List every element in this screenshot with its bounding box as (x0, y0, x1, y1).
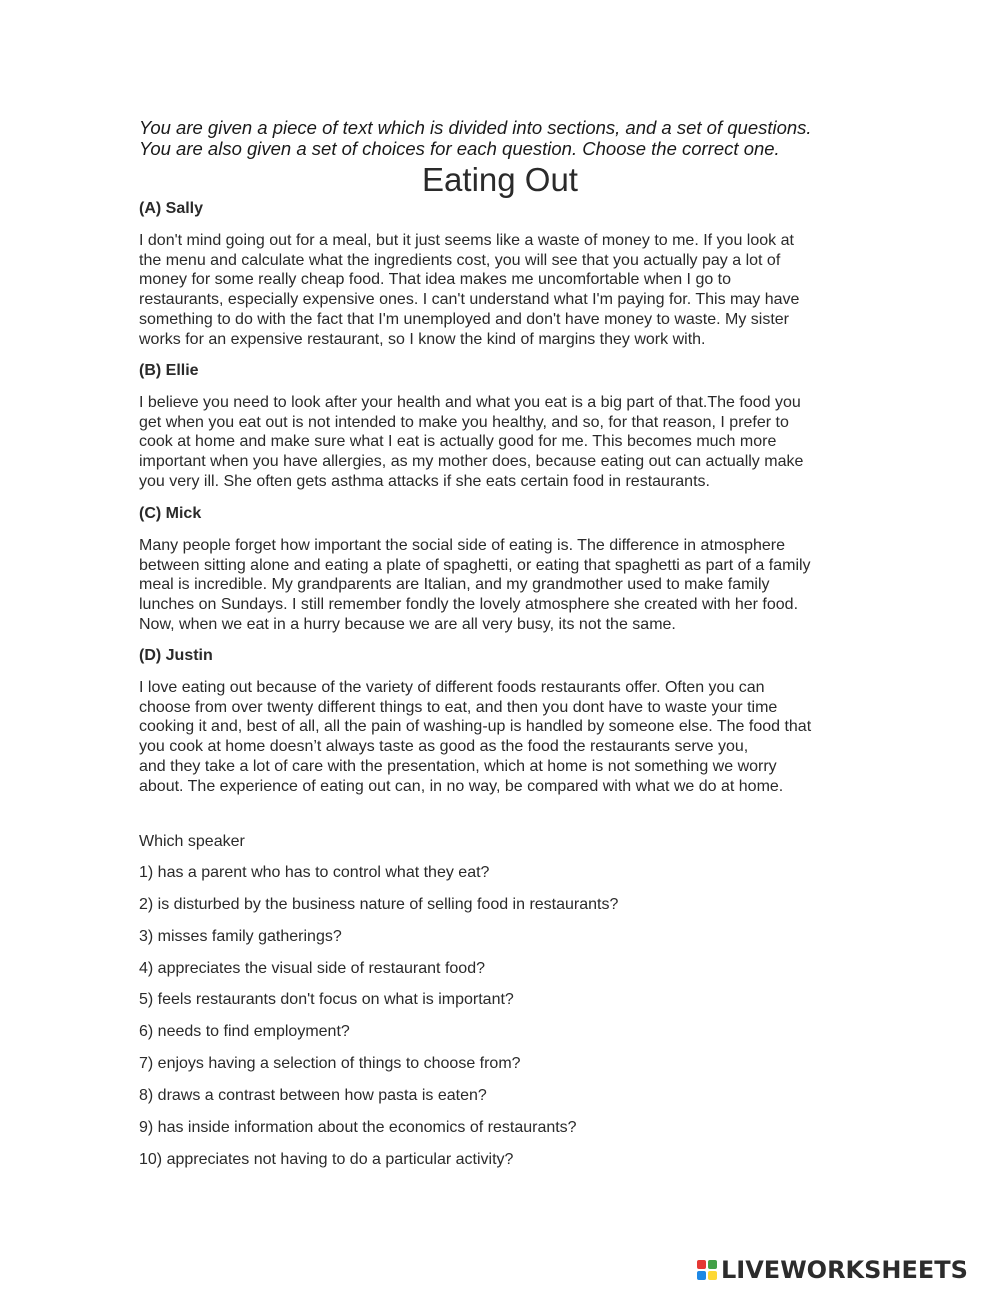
questions-intro: Which speaker (139, 833, 245, 850)
question-10: 10) appreciates not having to do a particular activity? (139, 1151, 514, 1168)
logo-blocks-icon (697, 1260, 717, 1280)
section-heading-b: (B) Ellie (139, 362, 199, 379)
text-line: important when you have allergies, as my mother does, because eating out can actually make (139, 453, 804, 471)
question-9: 9) has inside information about the economics of restaurants? (139, 1119, 577, 1136)
text-line: about. The experience of eating out can, in no way, be compared with what we do at home. (139, 777, 784, 795)
question-2: 2) is disturbed by the business nature of selling food in restaurants? (139, 896, 619, 913)
logo-block (708, 1260, 717, 1269)
section-text-a (139, 231, 879, 349)
logo-block (697, 1260, 706, 1269)
text-line: and they take a lot of care with the presentation, which at home is not something we worry (139, 757, 777, 775)
section-heading-d: (D) Justin (139, 647, 213, 664)
question-7: 7) enjoys having a selection of things to choose from? (139, 1055, 521, 1072)
question-3: 3) misses family gatherings? (139, 928, 342, 945)
section-heading-a: (A) Sally (139, 200, 204, 217)
section-text-d (139, 678, 879, 796)
text-line: you cook at home doesn’t always taste as good as the food the restaurants serve you, (139, 738, 749, 756)
liveworksheets-logo (697, 1255, 968, 1285)
text-line: I believe you need to look after your health and what you eat is a big part of that.The food you (139, 394, 801, 411)
instructions (139, 117, 899, 159)
question-1: 1) has a parent who has to control what they eat? (139, 864, 490, 881)
text-line: cook at home and make sure what I eat is actually good for me. This becomes much more (139, 433, 777, 451)
logo-text: LIVEWORKSHEETS (721, 1256, 968, 1284)
question-6: 6) needs to find employment? (139, 1023, 350, 1040)
text-line: meal is incredible. My grandparents are Italian, and my grandmother used to make family (139, 576, 770, 594)
text-line: Now, when we eat in a hurry because we are all very busy, its not the same. (139, 615, 676, 633)
page-title: Eating Out (422, 161, 578, 198)
text-line: something to do with the fact that I'm unemployed and don't have money to waste. My sister (139, 310, 790, 328)
question-5: 5) feels restaurants don't focus on what is important? (139, 991, 514, 1008)
text-line: I love eating out because of the variety of different foods restaurants offer. Often you can (139, 679, 765, 696)
text-line: between sitting alone and eating a plate of spaghetti, or eating that spaghetti as part of a family (139, 556, 811, 574)
text-line: lunches on Sundays. I still remember fondly the lovely atmosphere she created with her food. (139, 596, 799, 614)
section-text-b (139, 393, 879, 492)
text-line: money for some really cheap food. That idea makes me uncomfortable when I go to (139, 271, 732, 289)
section-text-c (139, 536, 879, 635)
text-line: the menu and calculate what the ingredients cost, you will see that you actually pay a lot of (139, 251, 781, 269)
question-4: 4) appreciates the visual side of restaurant food? (139, 960, 485, 977)
text-line: I don't mind going out for a meal, but it just seems like a waste of money to me. If you look at (139, 232, 794, 249)
text-line: get when you eat out is not intended to make you healthy, and so, for that reason, I prefer to (139, 413, 789, 431)
question-8: 8) draws a contrast between how pasta is eaten? (139, 1087, 487, 1104)
logo-block (708, 1271, 717, 1280)
text-line: choose from over twenty different things to eat, and then you dont have to waste your time (139, 698, 778, 716)
text-line: restaurants, especially expensive ones. I can't understand what I'm paying for. This may have (139, 291, 800, 309)
logo-block (697, 1271, 706, 1280)
instructions-line-1: You are given a piece of text which is divided into sections, and a set of questions. (139, 117, 812, 138)
text-line: works for an expensive restaurant, so I know the kind of margins they work with. (139, 330, 706, 348)
text-line: cooking it and, best of all, all the pain of washing-up is handled by someone else. The food that (139, 718, 812, 736)
instructions-line-2: You are also given a set of choices for each question. Choose the correct one. (139, 138, 780, 159)
text-line: you very ill. She often gets asthma attacks if she eats certain food in restaurants. (139, 472, 710, 490)
section-heading-c: (C) Mick (139, 505, 202, 522)
text-line: Many people forget how important the social side of eating is. The difference in atmosphere (139, 537, 786, 554)
